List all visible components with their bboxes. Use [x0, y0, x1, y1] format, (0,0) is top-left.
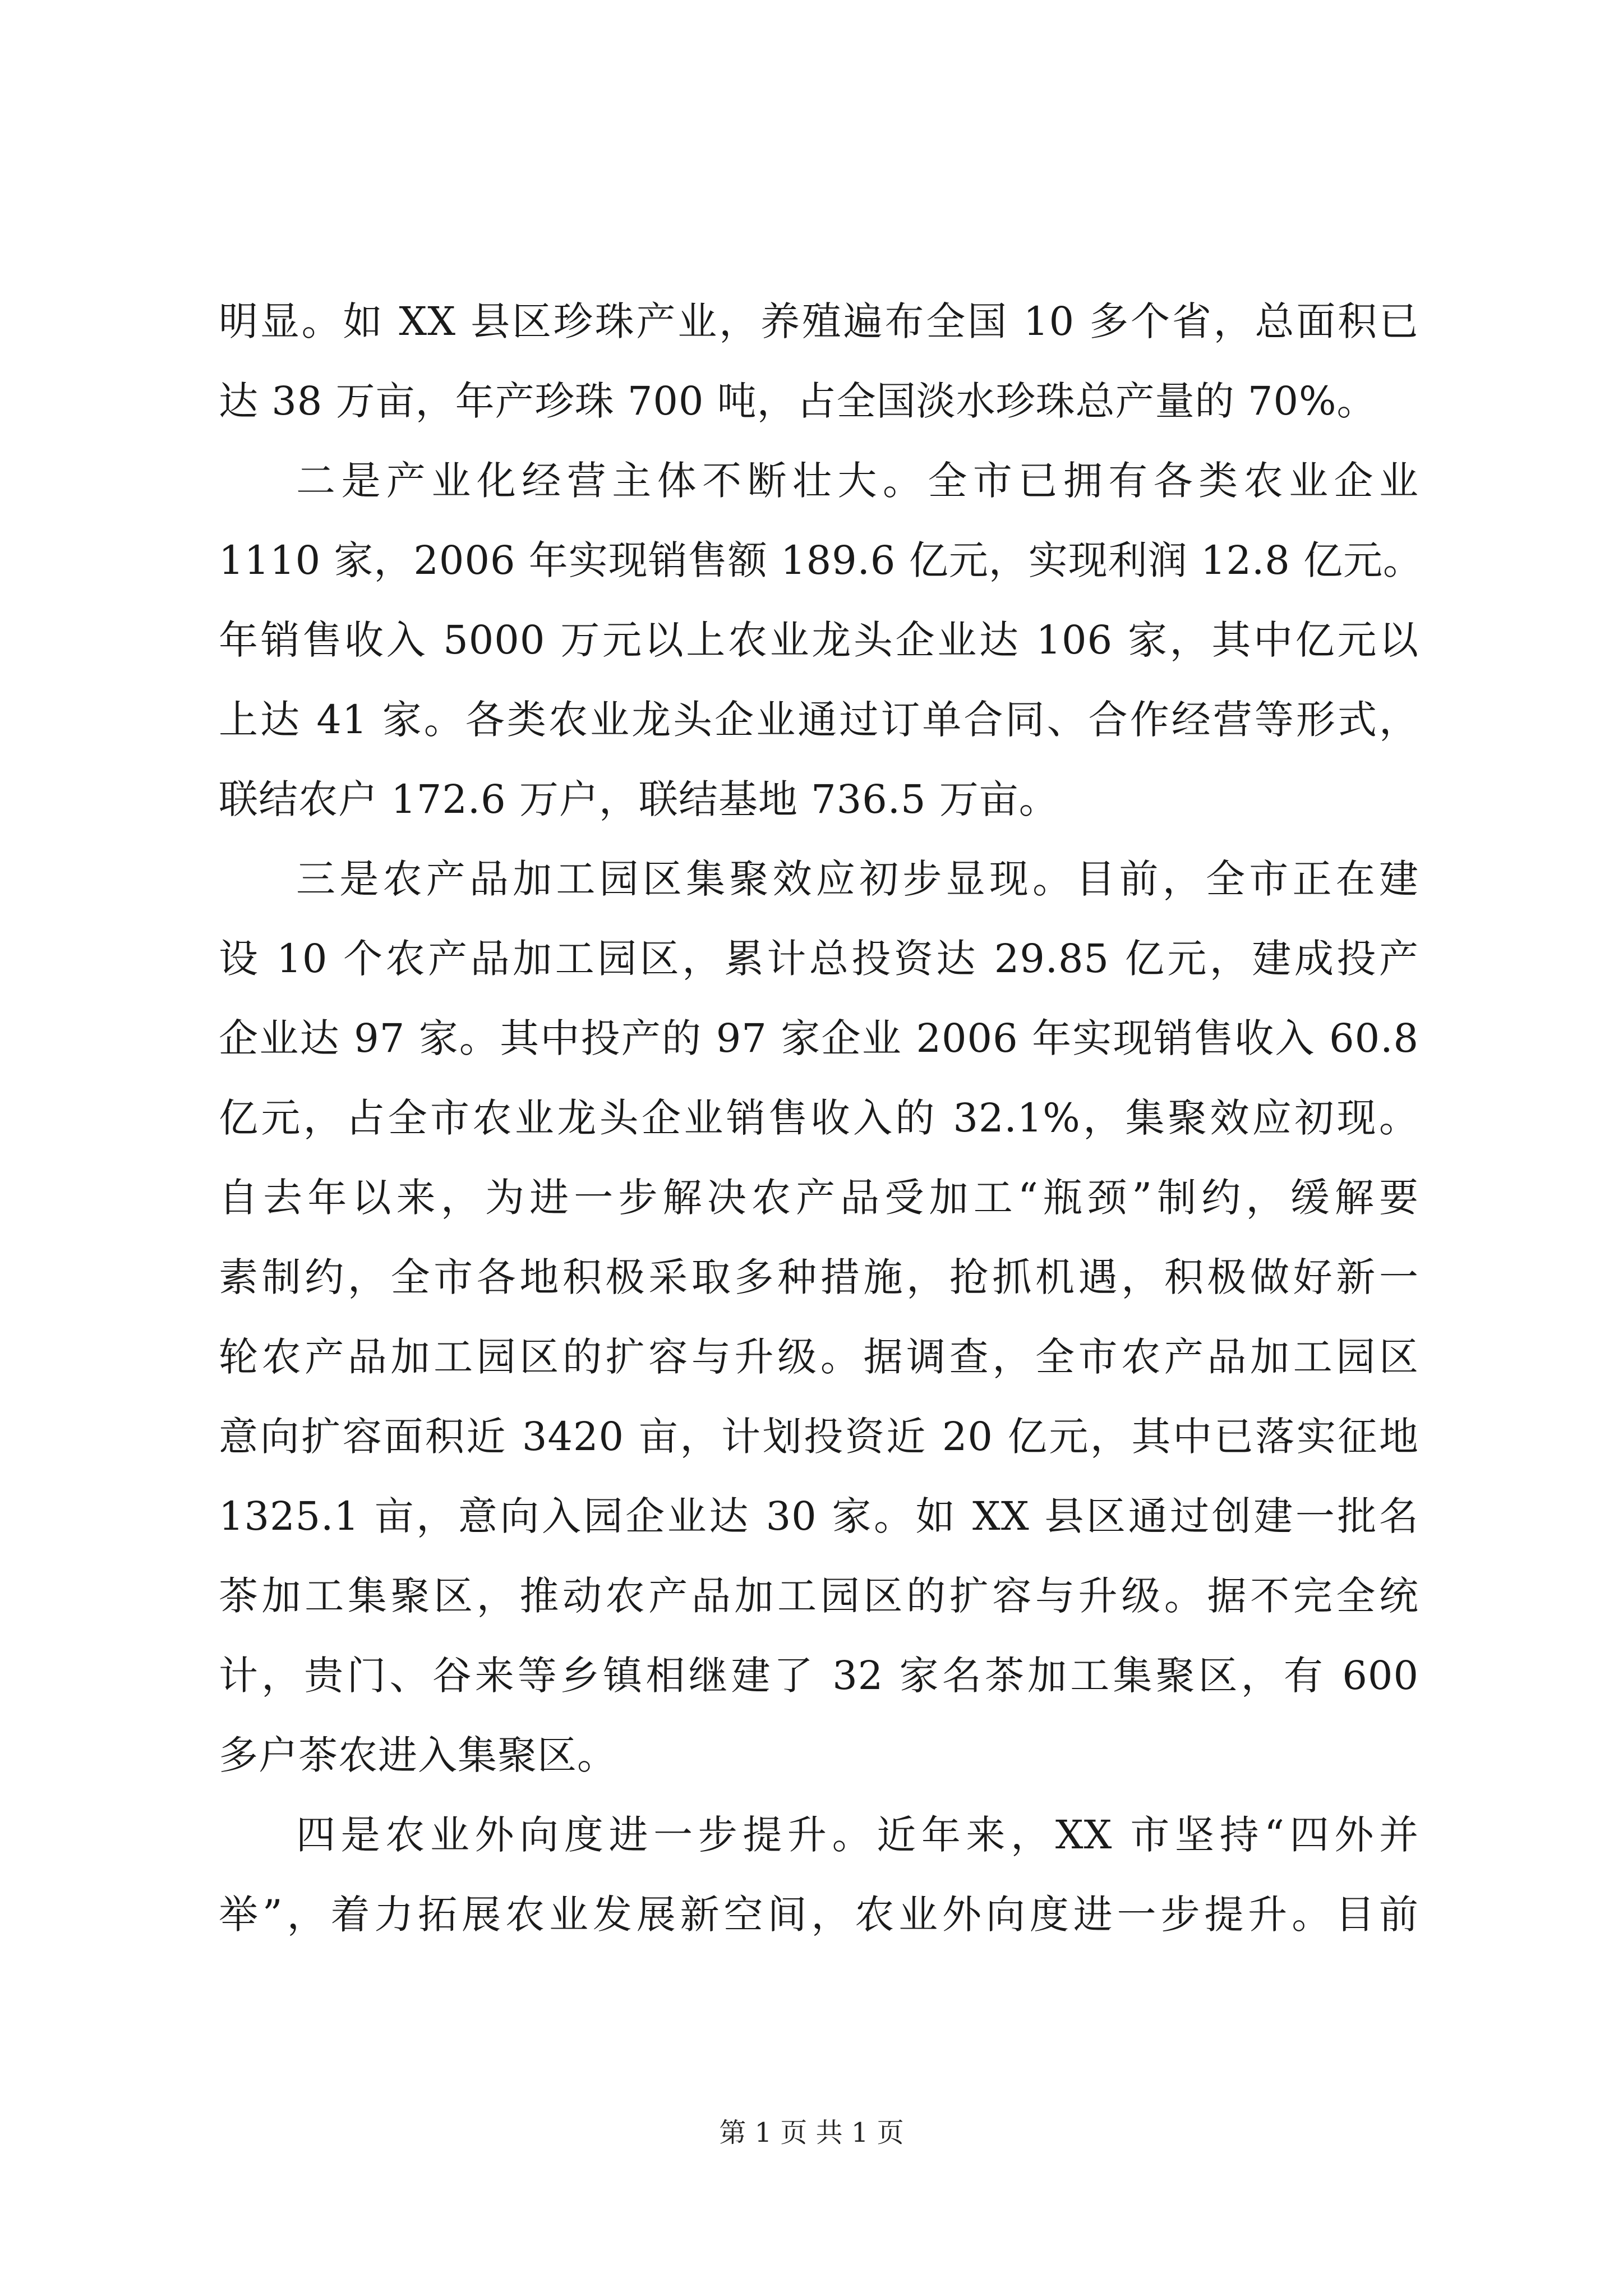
text-line: 轮农产品加工园区的扩容与升级。据调查，全市农产品加工园区	[219, 1334, 1419, 1380]
text-line: 年销售收入 5000 万元以上农业龙头企业达 106 家，其中亿元以	[219, 617, 1419, 663]
text-line: 企业达 97 家。其中投产的 97 家企业 2006 年实现销售收入 60.8	[219, 1015, 1419, 1061]
text-line: 1325.1 亩，意向入园企业达 30 家。如 XX 县区通过创建一批名	[219, 1493, 1419, 1539]
text-line: 联结农户 172.6 万户，联结基地 736.5 万亩。	[219, 776, 1059, 822]
text-line: 1110 家，2006 年实现销售额 189.6 亿元，实现利润 12.8 亿元。	[219, 537, 1423, 583]
text-line: 意向扩容面积近 3420 亩，计划投资近 20 亿元，其中已落实征地	[219, 1414, 1419, 1460]
paragraph-start-line: 四是农业外向度进一步提升。近年来，XX 市坚持“四外并	[296, 1812, 1419, 1858]
paragraph-start-line: 三是农产品加工园区集聚效应初步显现。目前，全市正在建	[296, 856, 1419, 902]
page-number-footer: 第 1 页 共 1 页	[719, 2117, 904, 2148]
paragraph-start-line: 二是产业化经营主体不断壮大。全市已拥有各类农业企业	[296, 458, 1419, 504]
text-line: 素制约，全市各地积极采取多种措施，抢抓机遇，积极做好新一	[219, 1254, 1419, 1300]
text-line: 明显。如 XX 县区珍珠产业，养殖遍布全国 10 多个省，总面积已	[219, 298, 1419, 344]
text-line: 亿元，占全市农业龙头企业销售收入的 32.1%，集聚效应初现。	[219, 1095, 1419, 1141]
text-line: 设 10 个农产品加工园区，累计总投资达 29.85 亿元，建成投产	[219, 936, 1419, 982]
text-line: 多户茶农进入集聚区。	[219, 1732, 617, 1778]
text-line: 上达 41 家。各类农业龙头企业通过订单合同、合作经营等形式，	[219, 697, 1419, 743]
text-line: 计，贵门、谷来等乡镇相继建了 32 家名茶加工集聚区，有 600	[219, 1653, 1419, 1699]
text-line: 举”，着力拓展农业发展新空间，农业外向度进一步提升。目前	[219, 1892, 1419, 1938]
text-line: 自去年以来，为进一步解决农产品受加工“瓶颈”制约，缓解要	[219, 1175, 1419, 1221]
text-line: 茶加工集聚区，推动农产品加工园区的扩容与升级。据不完全统	[219, 1573, 1419, 1619]
text-line: 达 38 万亩，年产珍珠 700 吨，占全国淡水珍珠总产量的 70%。	[219, 378, 1377, 424]
